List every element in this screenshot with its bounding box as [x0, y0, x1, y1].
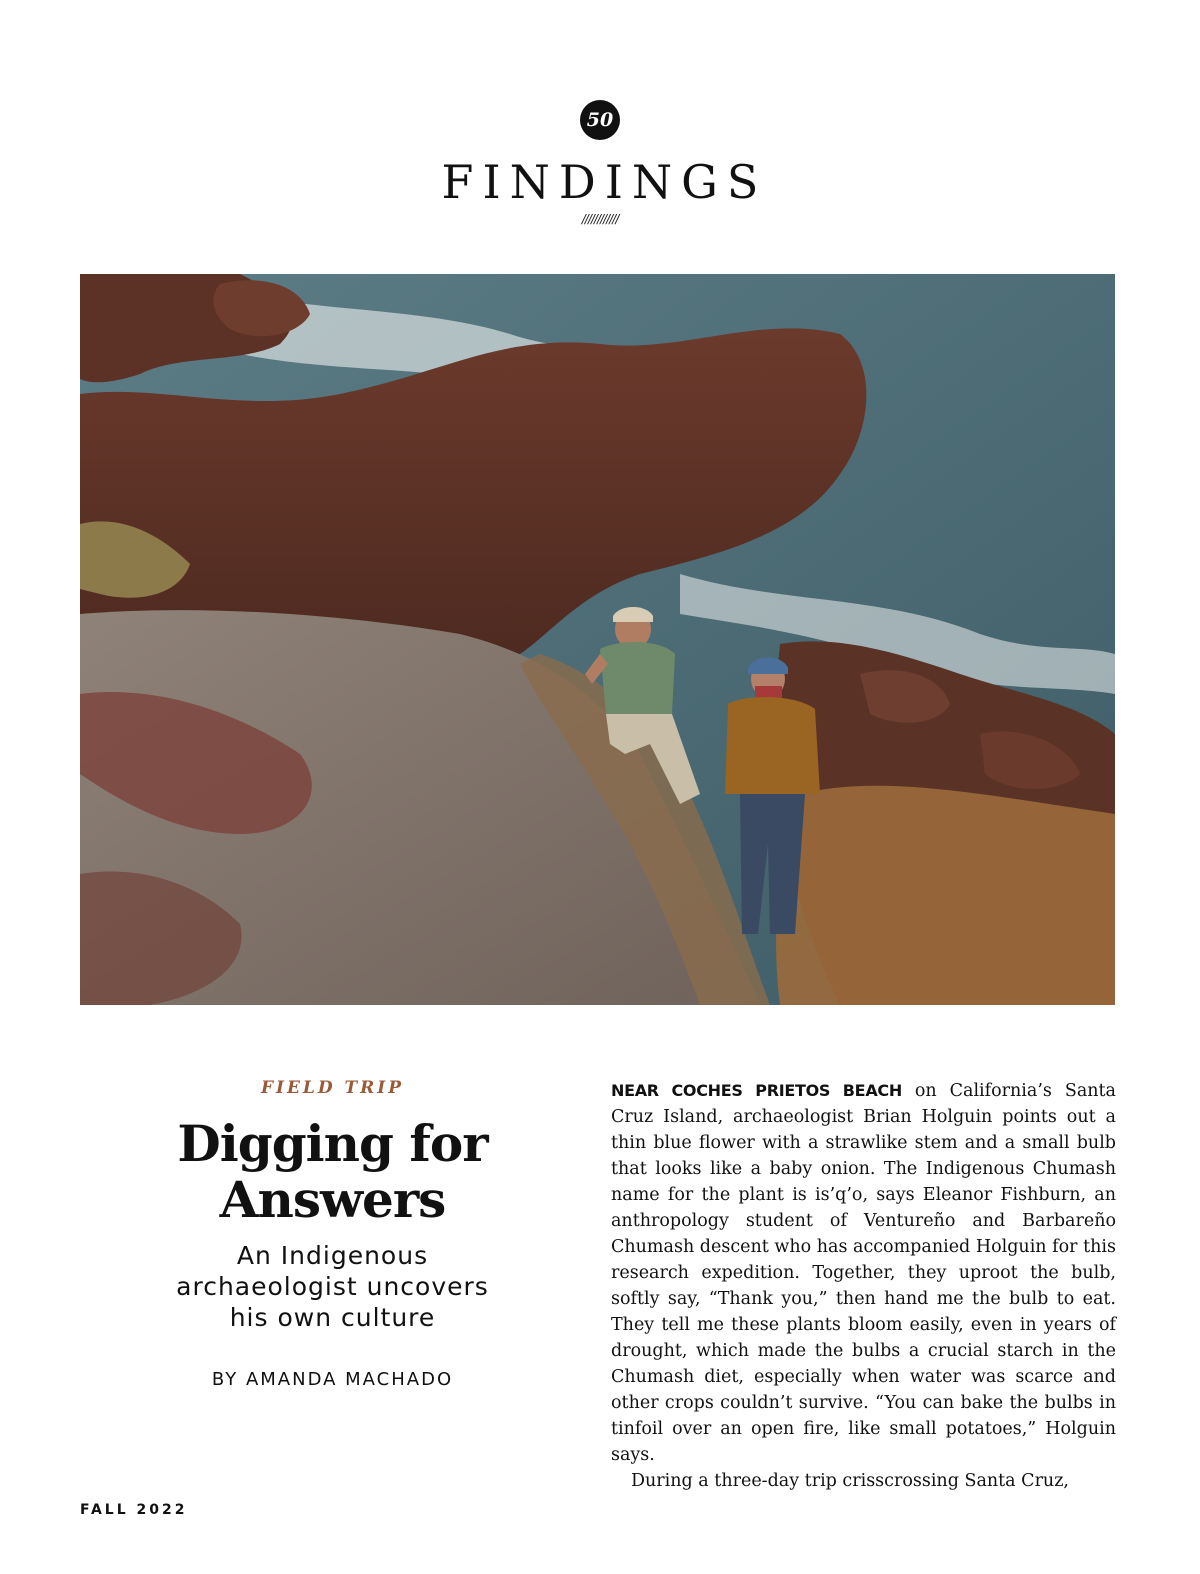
- article-dek: [110, 1240, 555, 1333]
- dek-line-2: archaeologist uncovers: [176, 1272, 489, 1301]
- decorative-divider: ////////////: [581, 212, 619, 226]
- body-paragraph-1: [611, 1078, 1116, 1468]
- dek-line-3: his own culture: [229, 1303, 436, 1332]
- article-byline: BY AMANDA MACHADO: [211, 1369, 454, 1390]
- article-body: [611, 1078, 1116, 1494]
- headline-line-2: Answers: [219, 1170, 446, 1229]
- article-headline: [110, 1116, 555, 1228]
- page-number-badge: 50: [580, 100, 620, 140]
- body-lead-in: NEAR COCHES PRIETOS BEACH: [611, 1081, 902, 1100]
- hero-photo: [80, 274, 1115, 1005]
- headline-line-1: Digging for: [177, 1114, 488, 1173]
- body-paragraph-2: During a three-day trip crisscrossing Santa Cruz,: [631, 1471, 1069, 1491]
- body-paragraph-1-text: on California’s Santa Cruz Island, archaeologist Brian Holguin points out a thin blue flower with a strawlike stem and a small bulb that looks like a baby onion. The Indigenous Chumash name for the plant is is’q’o, says Eleanor Fishburn, an anthropology student of Ventureño and Barbareño Chumash descent who has accompanied Holguin for this research expedition. Together, they uproot the bulb, softly say, “Thank you,” then hand me the bulb to eat. They tell me these plants bloom easily, even in years of drought, which made the bulbs a crucial starch in the Chumash diet, especially when water was scarce and other crops couldn’t survive. “You can bake the bulbs in tinfoil over an open fire, like small potatoes,” Holguin says.: [611, 1081, 1116, 1465]
- dek-line-1: An Indigenous: [236, 1241, 429, 1270]
- issue-folio: FALL 2022: [80, 1502, 188, 1518]
- article-title-block: [110, 1078, 555, 1390]
- page-header: [0, 100, 1200, 226]
- article-kicker: FIELD TRIP: [260, 1078, 405, 1098]
- section-title: FINDINGS: [441, 155, 768, 209]
